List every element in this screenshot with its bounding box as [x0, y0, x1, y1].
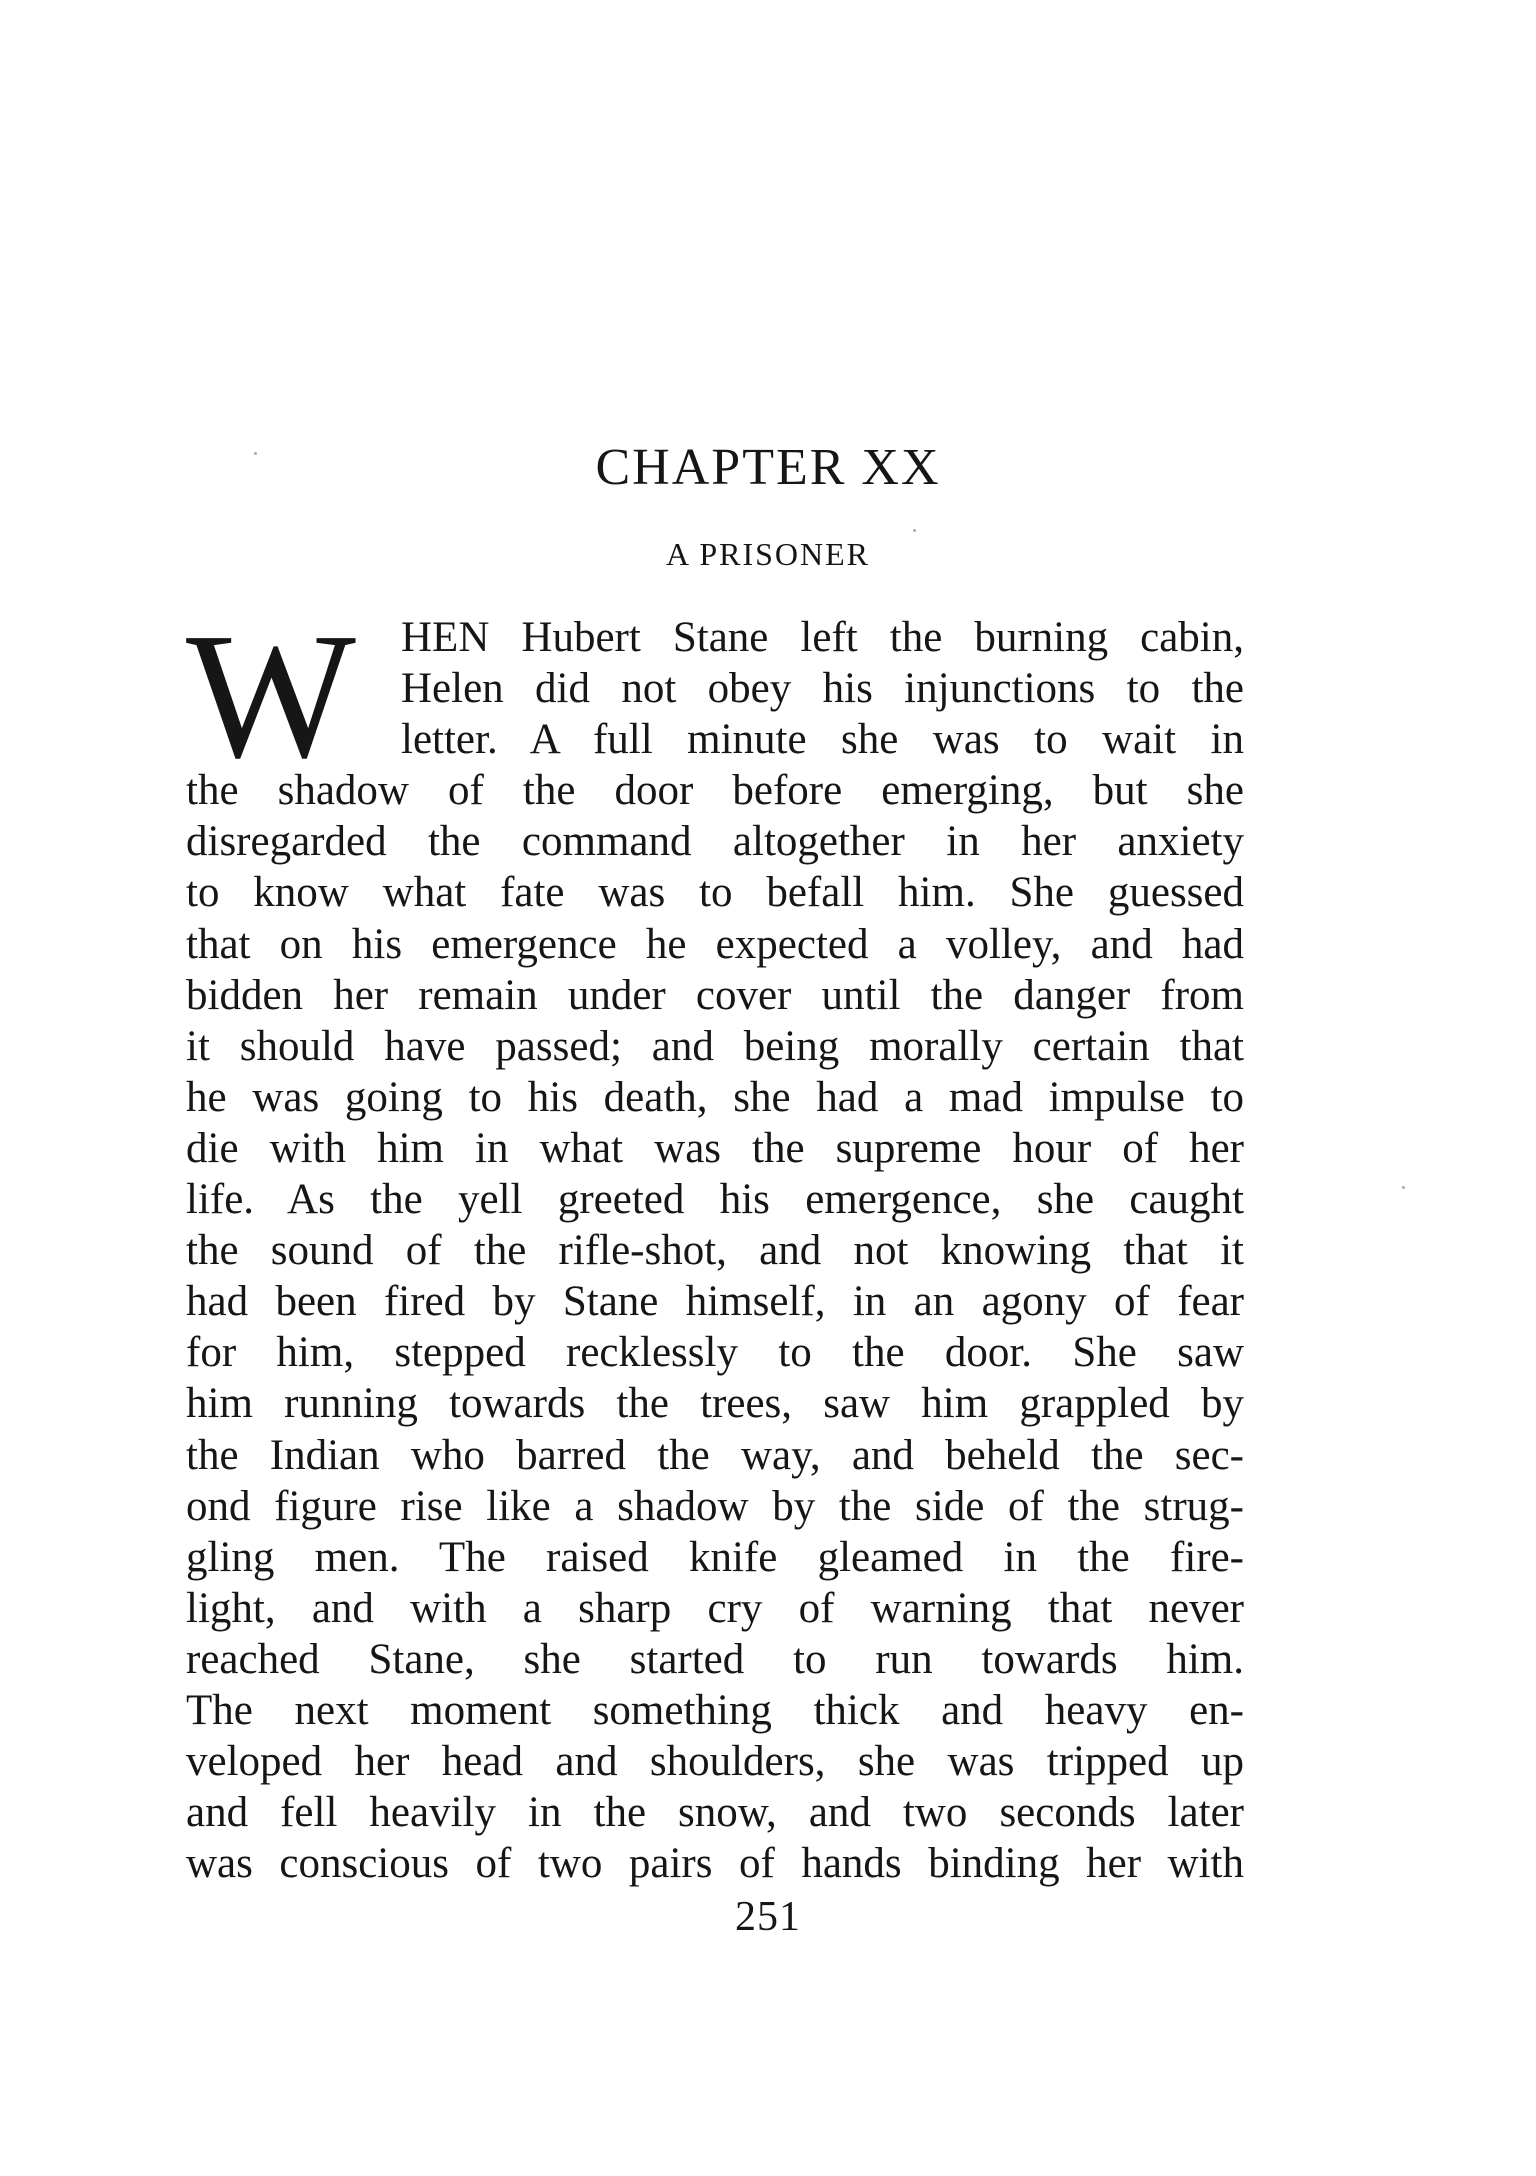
- text-line: gling men. The raised knife gleamed in the fire-: [186, 1533, 1244, 1581]
- text-line: him running towards the trees, saw him grappled by: [186, 1380, 1244, 1428]
- text-line: bidden her remain under cover until the danger from: [186, 971, 1244, 1019]
- text-line: light, and with a sharp cry of warning that never: [186, 1584, 1244, 1632]
- text-line: die with him in what was the supreme hour of her: [186, 1124, 1244, 1172]
- chapter-body: [186, 596, 1244, 1889]
- text-line: life. As the yell greeted his emergence, she caught: [186, 1176, 1244, 1224]
- text-line: was conscious of two pairs of hands binding her with: [186, 1840, 1244, 1888]
- text-line: had been fired by Stane himself, in an agony of fear: [186, 1278, 1244, 1326]
- text-line: letter. A full minute she was to wait in: [401, 716, 1244, 764]
- drop-cap: W: [186, 596, 356, 795]
- text-line: the sound of the rifle-shot, and not knowing that it: [186, 1227, 1244, 1275]
- text-line: ond figure rise like a shadow by the side of the strug-: [186, 1482, 1244, 1530]
- text-line: for him, stepped recklessly to the door. She saw: [186, 1329, 1244, 1377]
- text-line: he was going to his death, she had a mad impulse to: [186, 1073, 1244, 1121]
- paper-speck: [254, 452, 257, 455]
- text-line: the shadow of the door before emerging, but she: [186, 767, 1244, 815]
- text-line: veloped her head and shoulders, she was tripped up: [186, 1738, 1244, 1786]
- chapter-subtitle: A PRISONER: [665, 536, 871, 572]
- page-number: 251: [735, 1894, 801, 1940]
- text-line: The next moment something thick and heavy en-: [186, 1686, 1244, 1734]
- text-line: that on his emergence he expected a volley, and had: [186, 920, 1244, 968]
- text-line: disregarded the command altogether in her anxiety: [186, 818, 1244, 866]
- text-line: Helen did not obey his injunctions to the: [401, 665, 1244, 713]
- text-line: it should have passed; and being morally certain that: [186, 1022, 1244, 1070]
- text-line: reached Stane, she started to run towards him.: [186, 1635, 1244, 1683]
- text-line: to know what fate was to befall him. She guessed: [186, 869, 1244, 917]
- paper-speck: [913, 529, 916, 532]
- text-line: and fell heavily in the snow, and two seconds later: [186, 1789, 1244, 1837]
- paper-speck: [1402, 1186, 1405, 1189]
- text-line: the Indian who barred the way, and beheld the sec-: [186, 1431, 1244, 1479]
- chapter-title: CHAPTER XX: [595, 439, 941, 496]
- text-line: HEN Hubert Stane left the burning cabin,: [401, 614, 1244, 661]
